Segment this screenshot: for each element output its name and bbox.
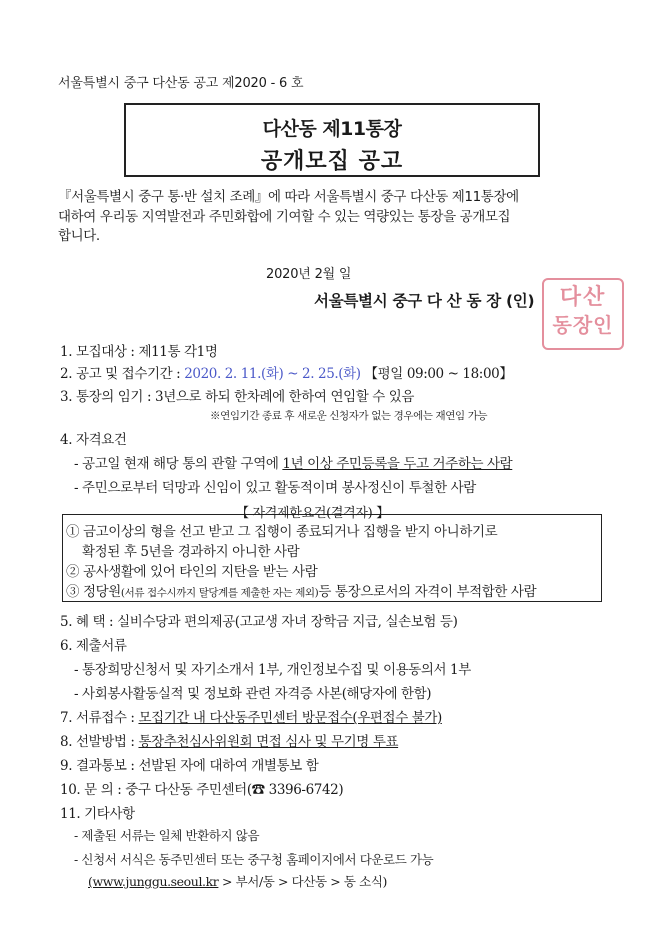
- intro-paragraph: [58, 188, 618, 247]
- item-2-label: 2. 공고 및 접수기간 :: [60, 366, 185, 382]
- restriction-3-post: 등 통장으로서의 자격이 부적합한 사람: [318, 584, 537, 600]
- restriction-heading: 【 자격제한요건(결격자) 】: [236, 506, 389, 521]
- item-11-note-b: - 신청서 서식은 동주민센터 또는 중구청 홈페이지에서 다운로드 가능: [74, 852, 434, 867]
- title-line-2: 공개모집 공고: [260, 149, 404, 174]
- title-line-1: 다산동 제11통장: [262, 118, 402, 140]
- title-box: [124, 103, 540, 177]
- notice-number: 서울특별시 중구 다산동 공고 제2020 - 6 호: [58, 76, 304, 91]
- official-seal: [542, 278, 624, 350]
- item-4-requirement-b: - 주민으로부터 덕망과 신임이 있고 활동적이며 봉사정신이 투철한 사람: [74, 480, 476, 496]
- intro-line-3: 합니다.: [58, 228, 100, 244]
- restriction-1a: ① 금고이상의 형을 선고 받고 그 집행이 종료되거나 집행을 받지 아니하기로: [66, 524, 498, 540]
- seal-line-1: 다산: [559, 285, 607, 310]
- item-4-requirement-a: [74, 452, 512, 472]
- notice-date: 2020년 2월 일: [266, 267, 352, 282]
- item-3-term: 3. 통장의 임기 : 3년으로 하되 한차례에 한하여 연임할 수 있음: [60, 389, 415, 405]
- restriction-3-pre: ③ 정당원: [66, 584, 121, 600]
- item-4-a-underlined: 1년 이상 주민등록을 두고 거주하는 사람: [282, 456, 513, 472]
- issuer-name: 서울특별시 중구 다 산 동 장 (인): [314, 292, 535, 310]
- item-10-contact: 10. 문 의 : 중구 다산동 주민센터(☎ 3396-6742): [60, 782, 344, 798]
- item-4-a-text: - 공고일 현재 해당 통의 관할 구역에: [74, 456, 283, 472]
- item-6-doc-a: - 통장희망신청서 및 자기소개서 1부, 개인정보수집 및 이용동의서 1부: [74, 662, 471, 678]
- item-6-heading: 6. 제출서류: [60, 638, 127, 654]
- item-11-note-c: [88, 872, 387, 890]
- intro-line-2: 대하여 우리동 지역발전과 주민화합에 기여할 수 있는 역량있는 통장을 공개모집: [58, 208, 511, 225]
- item-8-label: 8. 선발방법 :: [60, 734, 139, 750]
- item-1-target: 1. 모집대상 : 제11통 각1명: [60, 344, 218, 360]
- homepage-path: > 부서/동 > 다산동 > 동 소식): [218, 874, 387, 889]
- intro-line-1: 『서울특별시 중구 통·반 설치 조례』에 따라 서울특별시 중구 다산동 제11통장에: [58, 189, 519, 205]
- item-8-selection: [60, 730, 398, 750]
- item-7-label: 7. 서류접수 :: [60, 710, 139, 726]
- item-5-benefits: 5. 혜 택 : 실비수당과 편의제공(고교생 자녀 장학금 지급, 실손보험 등): [60, 614, 458, 630]
- item-7-submission: [60, 706, 442, 726]
- seal-line-2: 동장인: [552, 313, 614, 337]
- item-11-heading: 11. 기타사항: [60, 806, 135, 822]
- item-8-underlined: 통장추천심사위원회 면접 심사 및 무기명 투표: [138, 734, 399, 750]
- restriction-1b: 확정된 후 5년을 경과하지 아니한 사람: [82, 544, 300, 560]
- item-11-note-a: - 제출된 서류는 일체 반환하지 않음: [74, 828, 260, 843]
- item-2-period: [60, 362, 512, 382]
- restriction-3: [66, 580, 536, 600]
- restriction-2: ② 공사생활에 있어 타인의 지탄을 받는 사람: [66, 564, 318, 580]
- item-7-underlined: 모집기간 내 다산동주민센터 방문접수(우편접수 불가): [138, 710, 442, 726]
- item-6-doc-b: - 사회봉사활동실적 및 정보화 관련 자격증 사본(해당자에 한함): [74, 686, 432, 702]
- homepage-link[interactable]: (www.junggu.seoul.kr: [88, 874, 219, 889]
- item-2-hours: 【평일 09:00 ~ 18:00】: [360, 366, 513, 382]
- item-4-heading: 4. 자격요건: [60, 432, 127, 448]
- restriction-3-small: (서류 접수시까지 탈당계를 제출한 자는 제외): [120, 587, 319, 599]
- item-9-result: 9. 결과통보 : 선발된 자에 대하여 개별통보 함: [60, 758, 319, 774]
- item-2-dates: 2020. 2. 11.(화) ~ 2. 25.(화): [184, 366, 361, 382]
- item-3-note: ※연임기간 종료 후 새로운 신청자가 없는 경우에는 재연임 가능: [210, 410, 488, 422]
